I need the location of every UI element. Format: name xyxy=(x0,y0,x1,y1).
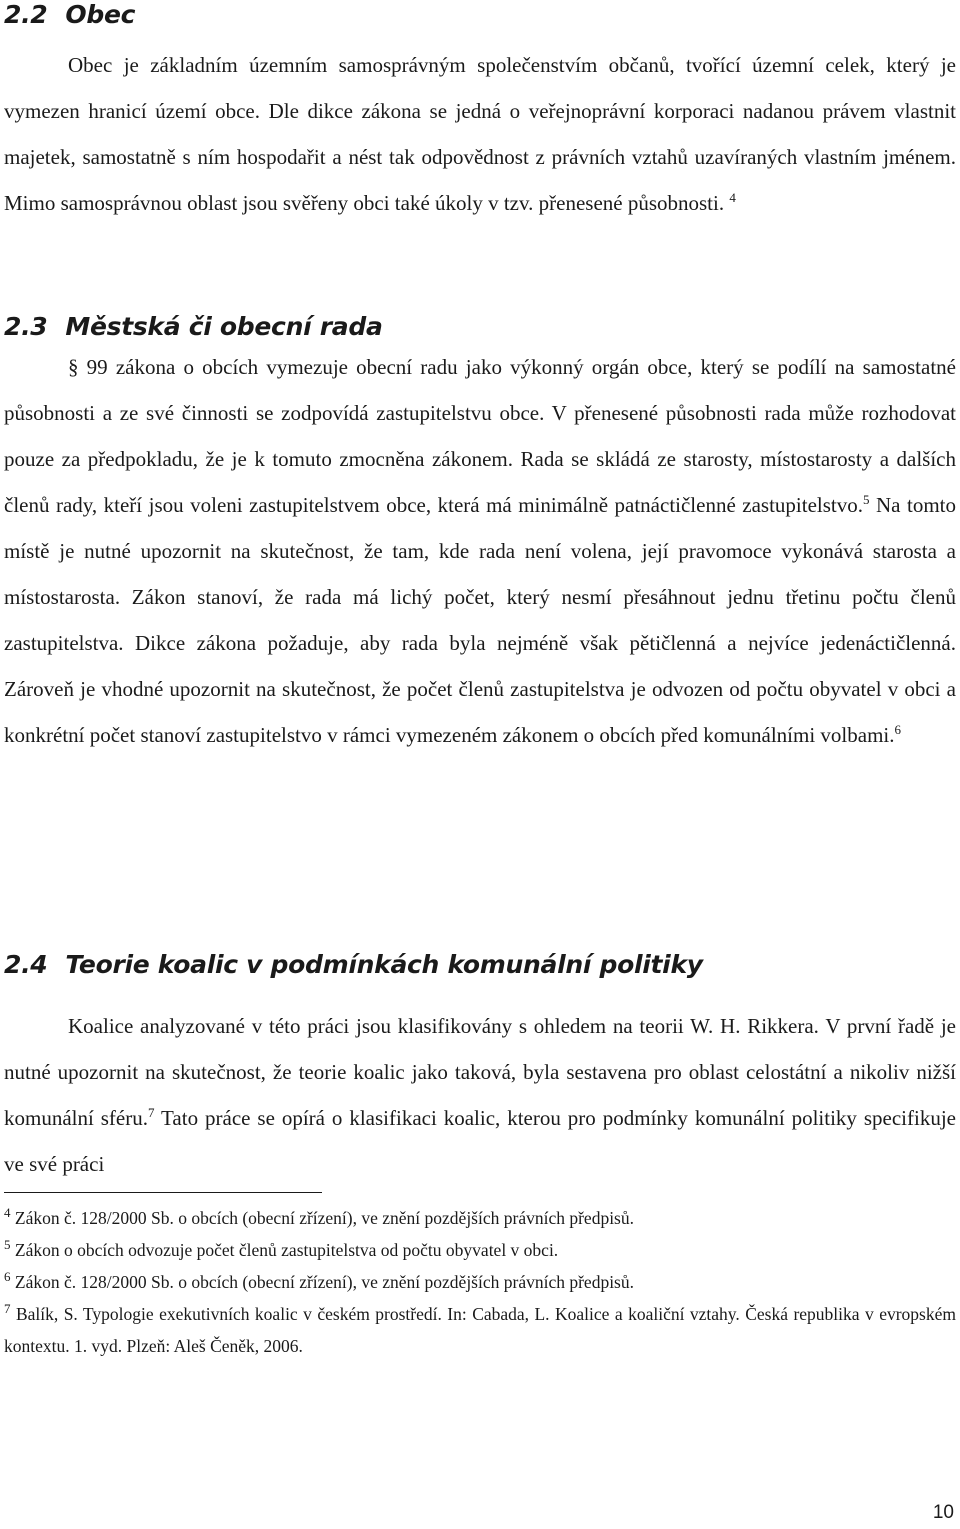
page-number: 10 xyxy=(932,1502,954,1523)
section-number: 2.3 xyxy=(4,312,48,341)
paragraph-text: § 99 zákona o obcích vymezuje obecní radu jako výkonný orgán obce, který se podílí na samostatné působnosti a ze své činnosti se zodpovídá zastupitelstvu obce. V přenesené působnosti rada může rozhodovat pouze za předpokladu, že je k tomuto zmocněna zákonem. Rada se skládá ze starosty, místostarosty a dalších členů rady, kteří jsou voleni zastupitelstvem obce, která má minimálně patnáctičlenné zastupitelstvo. xyxy=(4,355,956,517)
paragraph-rada xyxy=(4,344,956,758)
paragraph-text: Na tomto místě je nutné upozornit na skutečnost, že tam, kde rada není volena, její pravomoce vykonává starosta a místostarosta. Zákon stanoví, že rada má lichý počet, který nesmí přesáhnout jednu třetinu počtu členů zastupitelstva. Dikce zákona požaduje, aby rada byla nejméně však pětičlenná a nejvíce jedenáctičlenná. Zároveň je vhodné upozornit na skutečnost, že počet členů zastupitelstva je odvozen od počtu obyvatel v obci a konkrétní počet stanoví zastupitelstvo v rámci vymezeném zákonem o obcích před komunálními volbami. xyxy=(4,493,956,747)
section-title: Teorie koalic v podmínkách komunální politiky xyxy=(65,950,703,979)
section-heading-2-4 xyxy=(4,950,703,979)
section-heading-2-3 xyxy=(4,312,383,341)
footnote-separator xyxy=(4,1192,322,1193)
section-number: 2.2 xyxy=(4,0,48,29)
footnote-ref: 7 xyxy=(148,1105,155,1120)
footnote-text: Zákon o obcích odvozuje počet členů zastupitelstva od počtu obyvatel v obci. xyxy=(14,1240,559,1260)
footnote-text: Zákon č. 128/2000 Sb. o obcích (obecní zřízení), ve znění pozdějších právních předpisů. xyxy=(14,1272,634,1292)
footnote-text: Zákon č. 128/2000 Sb. o obcích (obecní zřízení), ve znění pozdějších právních předpisů. xyxy=(14,1208,634,1228)
paragraph-text: Koalice analyzované v této práci jsou klasifikovány s ohledem na teorii W. H. Rikkera. V první řadě je nutné upozornit na skutečnost, že teorie koalic jako taková, byla sestavena pro oblast celostátní a nikoliv nižší komunální sféru. xyxy=(4,1014,956,1130)
footnote-ref: 5 xyxy=(863,492,870,507)
section-title: Obec xyxy=(65,0,136,29)
footnote-number: 7 xyxy=(4,1301,11,1317)
section-title: Městská či obecní rada xyxy=(65,312,383,341)
footnote xyxy=(4,1202,956,1234)
footnotes xyxy=(4,1202,956,1362)
footnote-ref: 6 xyxy=(894,722,902,737)
footnote-number: 5 xyxy=(4,1237,11,1253)
footnote-number: 4 xyxy=(4,1205,11,1221)
footnote xyxy=(4,1266,956,1298)
section-heading-2-2 xyxy=(4,0,135,29)
paragraph-koalice xyxy=(4,1003,956,1187)
footnote-ref: 4 xyxy=(729,190,736,205)
footnote-number: 6 xyxy=(4,1269,11,1285)
paragraph-obec xyxy=(4,42,956,226)
paragraph-text: Tato práce se opírá o klasifikaci koalic, kterou pro podmínky komunální politiky specifikuje ve své práci xyxy=(4,1106,956,1176)
footnote-text: Balík, S. Typologie exekutivních koalic v českém prostředí. In: Cabada, L. Koalice a koaliční vztahy. Česká republika v evropském kontextu. 1. vyd. Plzeň: Aleš Čeněk, 2006. xyxy=(4,1304,956,1356)
paragraph-text: Obec je základním územním samosprávným společenstvím občanů, tvořící územní celek, který je vymezen hranicí území obce. Dle dikce zákona se jedná o veřejnoprávní korporaci nadanou právem vlastnit majetek, samostatně s ním hospodařit a nést tak odpovědnost z právních vztahů uzavíraných vlastním jménem. Mimo samosprávnou oblast jsou svěřeny obci také úkoly v tzv. přenesené působnosti. xyxy=(4,53,956,215)
footnote xyxy=(4,1234,956,1266)
section-number: 2.4 xyxy=(4,950,48,979)
footnote xyxy=(4,1298,956,1362)
